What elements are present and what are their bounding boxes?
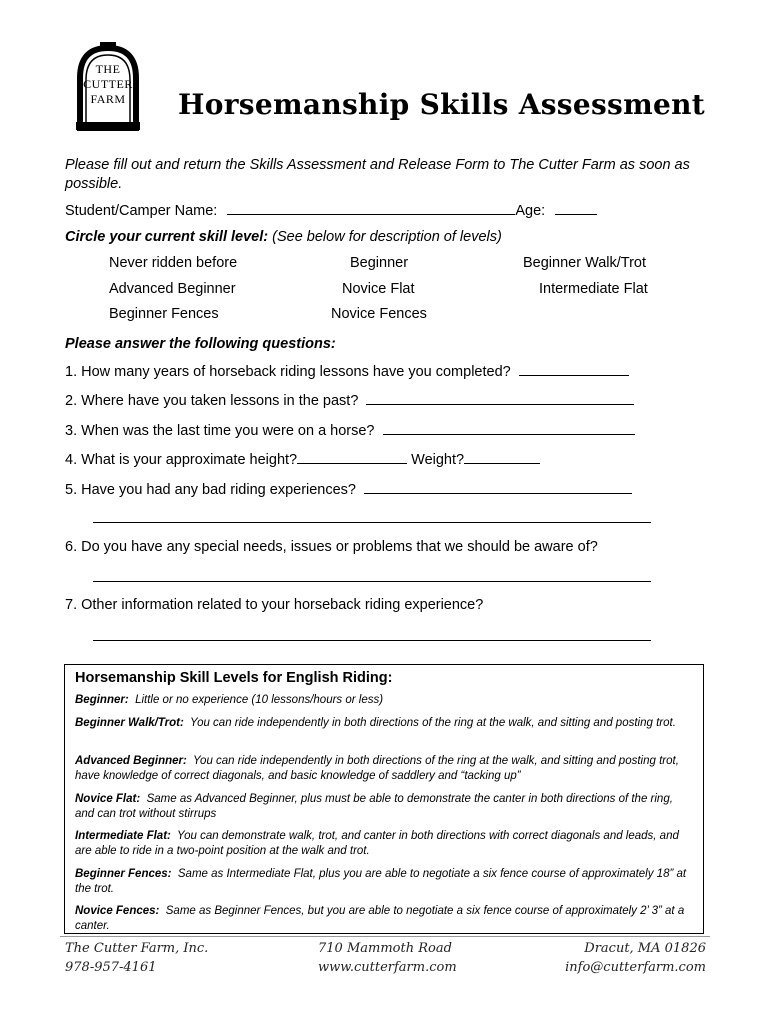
name-field[interactable] — [227, 200, 515, 215]
level-beginner-walk-trot[interactable]: Beginner Walk/Trot — [523, 255, 647, 271]
level-beginner-fences[interactable]: Beginner Fences — [109, 306, 219, 322]
def-text: You can ride independently in both directions of the ring at the walk, and sitting and posting trot. — [190, 717, 676, 729]
answer-6-line[interactable] — [93, 581, 651, 582]
question-5-text: 5. Have you had any bad riding experiences? — [65, 482, 356, 498]
cutter-farm-logo — [70, 42, 146, 132]
footer-divider — [60, 936, 710, 937]
footer-city: Dracut, MA 01826 — [584, 941, 706, 956]
level-intermediate-flat[interactable]: Intermediate Flat — [539, 281, 648, 297]
def-term: Novice Flat: — [75, 793, 141, 805]
level-never-ridden[interactable]: Never ridden before — [109, 255, 238, 271]
def-term: Beginner: — [75, 694, 129, 706]
logo-line-3: FARM — [90, 92, 126, 106]
question-4-text: 4. What is your approximate height? — [65, 452, 298, 468]
footer-phone: 978-957-4161 — [65, 960, 157, 975]
weight-field[interactable] — [464, 449, 540, 464]
name-age-row — [65, 200, 597, 219]
def-advanced-beginner — [75, 754, 695, 784]
def-term: Intermediate Flat: — [75, 830, 171, 842]
skill-level-prompt — [65, 229, 502, 245]
answer-5-line-2[interactable] — [93, 522, 651, 523]
def-novice-flat — [75, 792, 695, 822]
question-1 — [65, 361, 629, 380]
def-novice-fences — [75, 904, 695, 934]
level-novice-fences[interactable]: Novice Fences — [331, 306, 427, 322]
question-4 — [65, 449, 540, 468]
level-beginner[interactable]: Beginner — [350, 255, 409, 271]
def-text: You can ride independently in both directions of the ring at the walk, and sitting and posting trot, have knowledge of correct diagonals, and basic knowledge of saddlery and “tacking up” — [75, 755, 679, 782]
def-text: Same as Advanced Beginner, plus must be able to demonstrate the canter in both directions of the ring, and can trot without stirrups — [75, 793, 673, 820]
level-novice-flat[interactable]: Novice Flat — [342, 281, 415, 297]
def-beginner — [75, 693, 695, 708]
skill-level-label: Circle your current skill level: — [65, 229, 269, 245]
skill-levels-title: Horsemanship Skill Levels for English Riding: — [75, 670, 393, 686]
answer-3-field[interactable] — [383, 420, 635, 435]
name-label: Student/Camper Name: — [65, 203, 218, 219]
question-2 — [65, 390, 634, 409]
answer-1-field[interactable] — [519, 361, 629, 376]
logo-line-2: CUTTER — [83, 77, 133, 91]
footer-company: The Cutter Farm, Inc. — [65, 941, 209, 956]
logo-line-1: THE — [95, 62, 121, 76]
questions-heading: Please answer the following questions: — [65, 336, 336, 352]
weight-label: Weight? — [411, 452, 465, 468]
footer-address: 710 Mammoth Road — [318, 941, 452, 956]
def-text: Little or no experience (10 lessons/hours or less) — [135, 694, 384, 706]
def-text: You can demonstrate walk, trot, and canter in both directions with correct diagonals and leads, and are able to ride in a two-point position at the walk and trot. — [75, 830, 679, 857]
answer-7-line[interactable] — [93, 640, 651, 641]
age-field[interactable] — [555, 200, 597, 215]
question-2-text: 2. Where have you taken lessons in the past? — [65, 393, 359, 409]
intro-text: Please fill out and return the Skills Assessment and Release Form to The Cutter Farm as soon as possible. — [65, 157, 690, 192]
question-3 — [65, 420, 635, 439]
answer-5-field[interactable] — [364, 479, 632, 494]
def-text: Same as Intermediate Flat, plus you are able to negotiate a six fence course of approximately 18” at the trot. — [75, 868, 687, 895]
question-6: 6. Do you have any special needs, issues or problems that we should be aware of? — [65, 539, 598, 555]
level-advanced-beginner[interactable]: Advanced Beginner — [109, 281, 236, 297]
footer-website[interactable]: www.cutterfarm.com — [318, 960, 457, 975]
question-5 — [65, 479, 632, 498]
def-text: Same as Beginner Fences, but you are able to negotiate a six fence course of approximately 2’ 3” at a canter. — [75, 905, 685, 932]
def-term: Beginner Walk/Trot: — [75, 717, 184, 729]
age-label: Age: — [515, 203, 546, 219]
def-term: Novice Fences: — [75, 905, 160, 917]
page-title: Horsemanship Skills Assessment — [178, 88, 706, 121]
question-7: 7. Other information related to your horseback riding experience? — [65, 597, 484, 613]
question-3-text: 3. When was the last time you were on a horse? — [65, 423, 375, 439]
height-field[interactable] — [297, 449, 407, 464]
def-beginner-walk-trot — [75, 716, 695, 731]
answer-2-field[interactable] — [366, 390, 634, 405]
footer-email[interactable]: info@cutterfarm.com — [565, 960, 706, 975]
skill-levels-box — [64, 664, 704, 934]
skill-level-note: (See below for description of levels) — [272, 229, 502, 245]
def-intermediate-flat — [75, 829, 695, 859]
def-term: Advanced Beginner: — [75, 755, 187, 767]
question-1-text: 1. How many years of horseback riding lessons have you completed? — [65, 364, 511, 380]
def-beginner-fences — [75, 867, 695, 897]
def-term: Beginner Fences: — [75, 868, 172, 880]
